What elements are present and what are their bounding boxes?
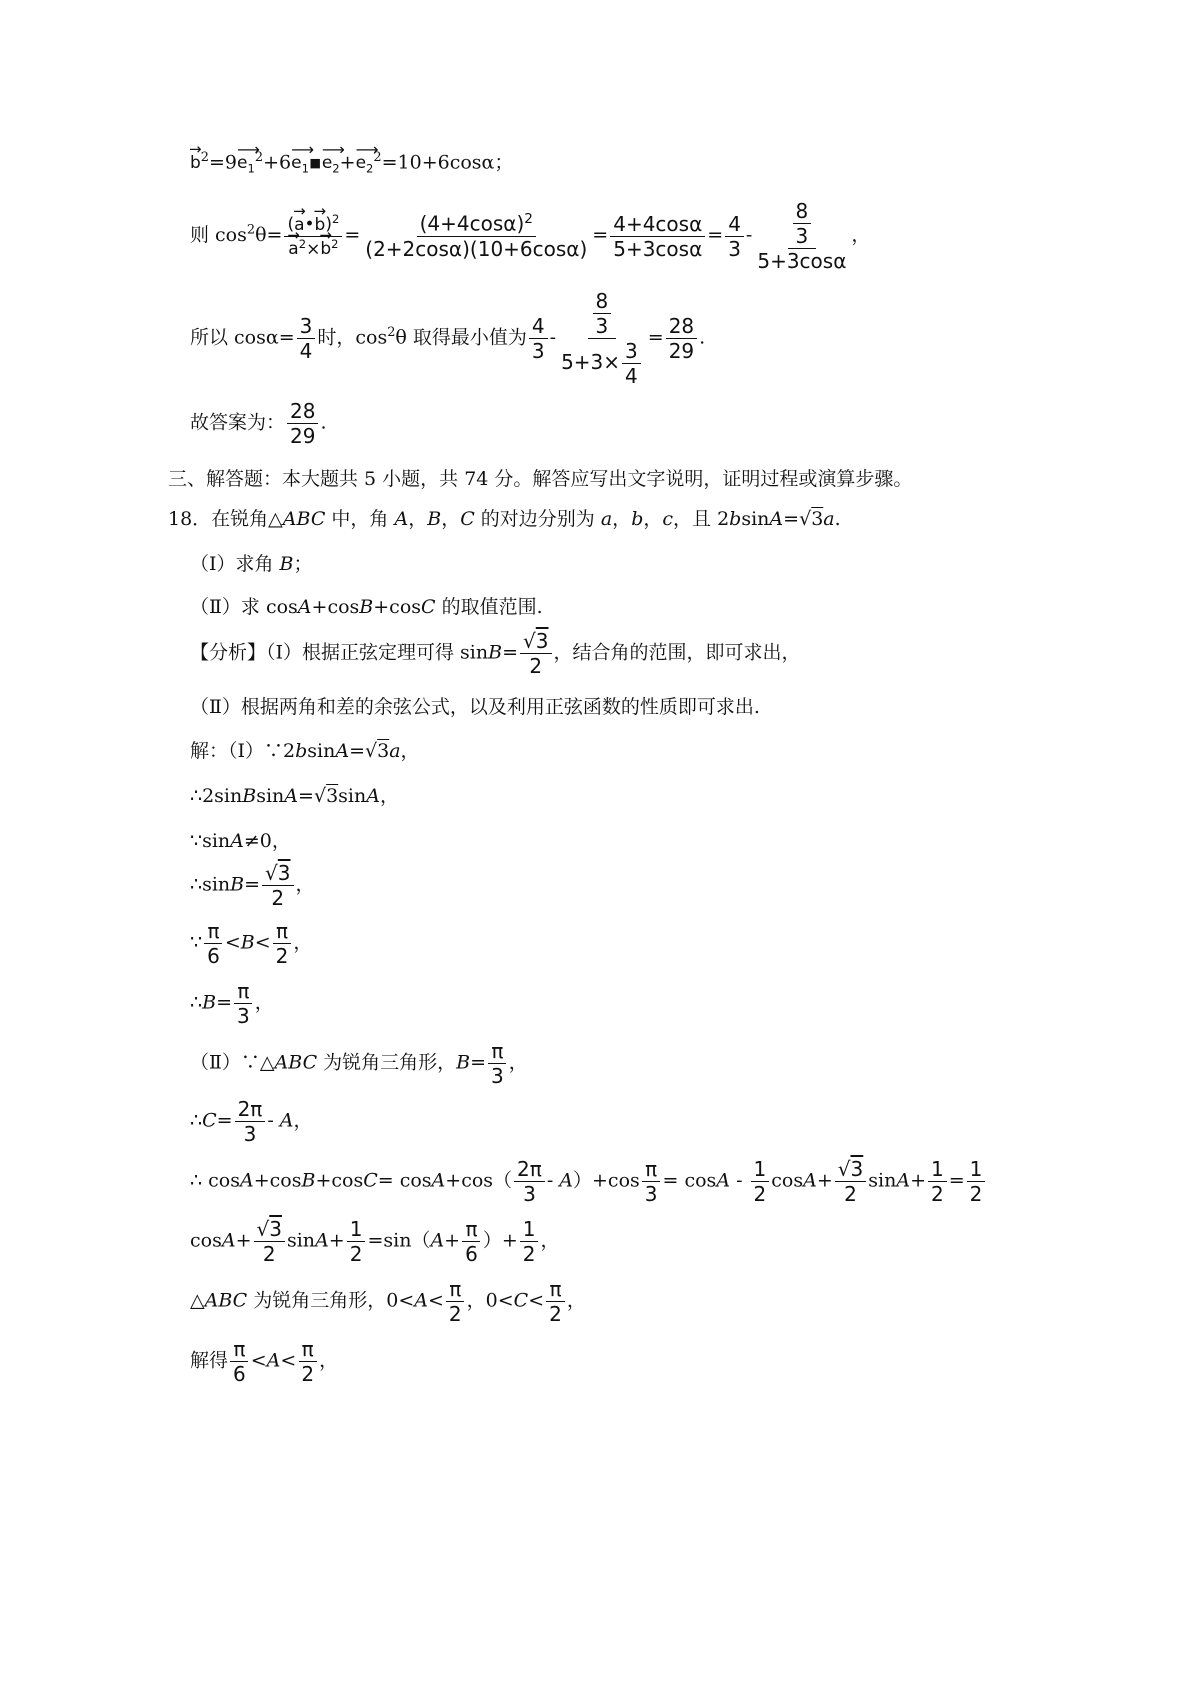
solution-1: 解：（Ⅰ）∵2bsinA=√3a， xyxy=(190,740,420,762)
line-1: → $b^2=9⟶$ $e_1^2+6⟶$ $e_1▪⟶$ $e_2+⟶$ $e_2^2=10+6\cos\alpha$； xyxy=(190,150,513,177)
section-heading: 三、解答题：本大题共 5 小题，共 74 分。解答应写出文字说明，证明过程或演算步骤。 xyxy=(168,468,913,490)
solution-12: 解得 $\frac{\pi}{6}$ <A< $\frac{\pi}{2}$ ， xyxy=(190,1337,339,1386)
solution-8: ∴C= $\frac{2\pi}{3}$ - A， xyxy=(190,1097,313,1146)
solution-11: △ABC 为锐角三角形，0<A< $\frac{\pi}{2}$ ，0<C< $\frac{\pi}{2}$ ， xyxy=(190,1277,586,1326)
line-2: 则 $\cos^2\theta=$ (→ a•→ b)$^2$ → $a^2\times\to b^2$ = $\frac{(4+4\cos\alpha)^2}{(2+2\cos\alpha)(10+6\cos\alpha)}$ = $\frac{4+4\cos\alpha}{5+3\cos\alpha}$ = $\frac{4}{3}$ - $\frac{\frac{8}{3}}{5+3\cos\alpha}$ ， xyxy=(190,200,870,272)
analysis-2: （Ⅱ）根据两角和差的余弦公式，以及利用正弦函数的性质即可求出. xyxy=(190,696,760,718)
solution-3: ∵sinA≠0， xyxy=(190,830,291,852)
solution-10: cosA+ $\frac{√3}{2}$ sinA+ $\frac{1}{2}$ =sin（A+ $\frac{\pi}{6}$ ）+ $\frac{1}{2}$ ， xyxy=(190,1217,560,1266)
line-3: 所以 cosα= $\frac{3}{4}$ 时，$\cos^2\theta$ 取得最小值为 $\frac{4}{3}$ - $\frac{8}{3}$ 5+3× $\frac{3}{4}$ = $\frac{28}{29}$ . xyxy=(190,289,706,388)
line-4: 故答案为： $\frac{28}{29}$ . xyxy=(190,399,327,448)
problem-18: 18．在锐角△ABC 中，角 A，B，C 的对边分别为 a，b，c，且 2bsinA=√3a. xyxy=(168,508,841,530)
solution-4: ∴sinB= $\frac{√3}{2}$ ， xyxy=(190,861,315,910)
question-1: （Ⅰ）求角 B； xyxy=(190,553,313,575)
solution-9: ∴ cosA+cosB+cosC= cosA+cos（ $\frac{2\pi}{3}$ - A）+cos $\frac{\pi}{3}$ = cosA - $\frac{1}{2}$ cosA+ $\frac{√3}{2}$ sinA+ $\frac{1}{2}$ = $\frac{1}{2}$ xyxy=(190,1158,987,1205)
solution-7: （Ⅱ）∵△ABC 为锐角三角形，B= $\frac{\pi}{3}$ ， xyxy=(190,1039,528,1088)
solution-6: ∴B= $\frac{\pi}{3}$ ， xyxy=(190,979,274,1028)
analysis-1: 【分析】（Ⅰ）根据正弦定理可得 sinB= $\frac{√3}{2}$ ，结合角的范围，即可求出， xyxy=(190,629,801,678)
solution-5: ∵ $\frac{\pi}{6}$ <B< $\frac{\pi}{2}$ ， xyxy=(190,919,313,968)
question-2: （Ⅱ）求 cosA+cosB+cosC 的取值范围. xyxy=(190,596,543,618)
solution-2: ∴2sinBsinA=√3sinA， xyxy=(190,785,399,807)
